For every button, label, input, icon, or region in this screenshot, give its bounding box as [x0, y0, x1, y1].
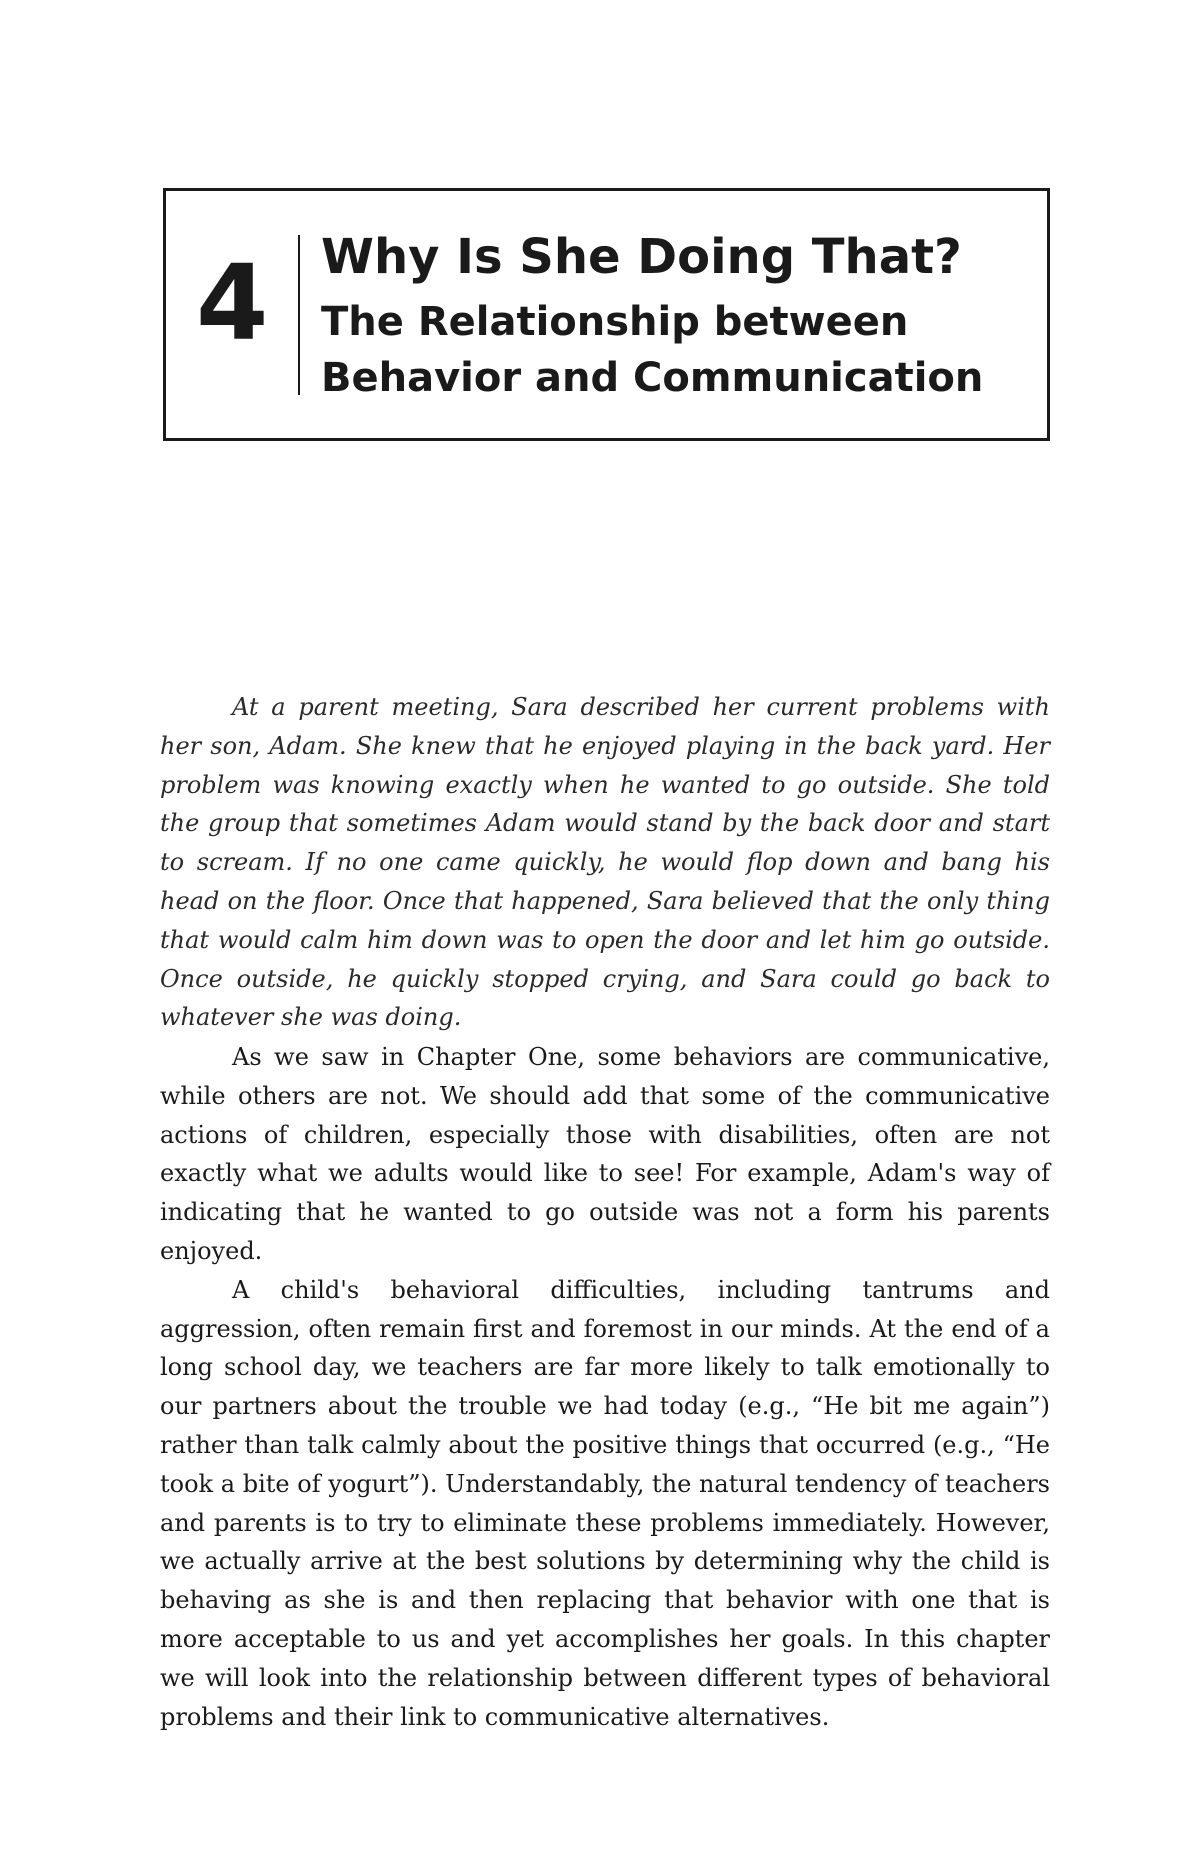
- chapter-subtitle: [321, 294, 983, 406]
- chapter-subtitle-line-2: Behavior and Communication: [321, 355, 984, 401]
- vignette-paragraph: At a parent meeting, Sara described her current problems with her son, Adam. She knew that he enjoyed playing in the back yard. Her problem was knowing exactly when he wanted to go outside. She told the group that sometimes Adam would stand by the back door and start to scream. If no one came quickly, he would flop down and bang his head on the floor. Once that happened, Sara believed that the only thing that would calm him down was to open the door and let him go outside. Once outside, he quickly stopped crying, and Sara could go back to whatever she was doing.: [160, 693, 1050, 1032]
- body-paragraph-1: As we saw in Chapter One, some behaviors are communicative, while others are not. We should add that some of the communicative actions of children, especially those with disabilities, often are not exactly what we adults would like to see! For example, Adam's way of indicating that he wanted to go outside was not a form his parents enjoyed.: [160, 1043, 1050, 1265]
- chapter-heading-box: [163, 188, 1050, 441]
- chapter-subtitle-line-1: The Relationship between: [321, 299, 909, 345]
- main-body-text: [160, 1038, 1050, 1736]
- chapter-number: 4: [196, 242, 265, 364]
- intro-vignette: [160, 688, 1050, 1037]
- chapter-title: Why Is She Doing That?: [321, 229, 962, 285]
- chapter-divider: [298, 235, 300, 395]
- body-paragraph-2: A child's behavioral difficulties, including tantrums and aggression, often remain first and foremost in our minds. At the end of a long school day, we teachers are far more likely to talk emotionally to our partners about the trouble we had today (e.g., “He bit me again”) rather than talk calmly about the positive things that occurred (e.g., “He took a bite of yogurt”). Understandably, the natural tendency of teachers and parents is to try to eliminate these problems immediately. However, we actually arrive at the best solutions by determining why the child is behaving as she is and then replacing that behavior with one that is more acceptable to us and yet accomplishes her goals. In this chapter we will look into the relationship between different types of behavioral problems and their link to communicative alternatives.: [160, 1275, 1050, 1731]
